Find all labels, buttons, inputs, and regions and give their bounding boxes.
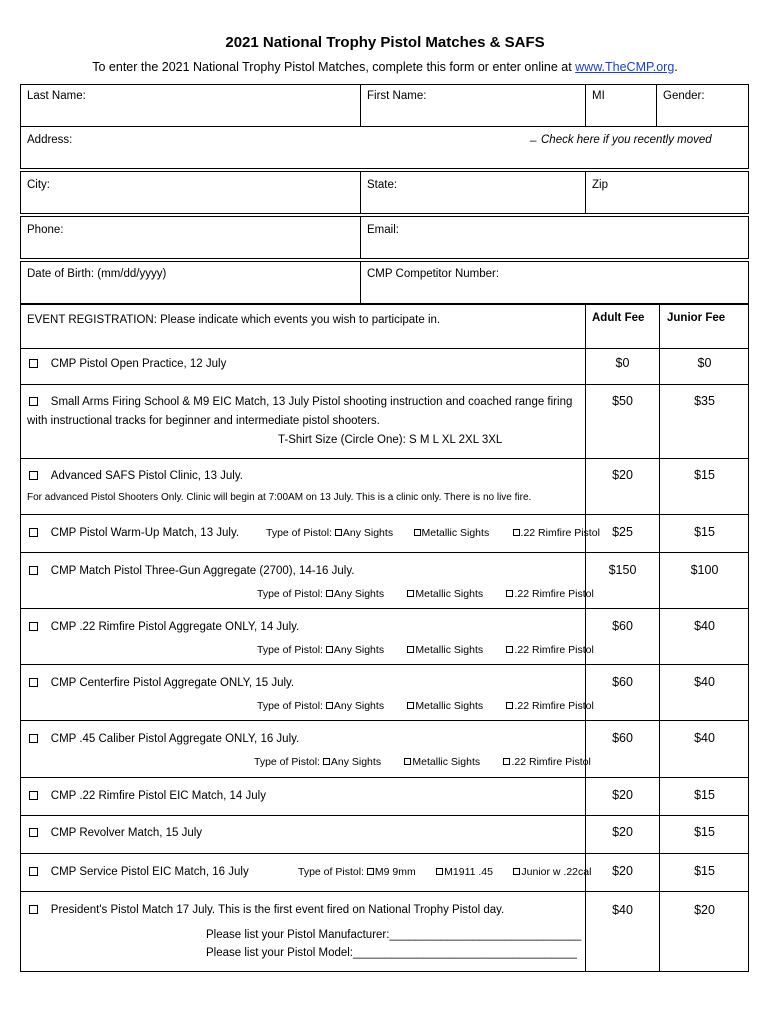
pistol-type-options (254, 756, 591, 768)
adult-fee-header: Adult Fee (592, 312, 645, 324)
adult-fee: $20 (612, 825, 633, 839)
adult-fee: $0 (615, 356, 630, 370)
metallic-sights-checkbox[interactable] (407, 590, 414, 597)
junior-fee: $15 (694, 468, 715, 482)
email-label: Email: (367, 224, 399, 236)
event-checkbox[interactable] (29, 678, 38, 687)
first-name-label: First Name: (367, 90, 427, 102)
any-sights-label: Any Sights (333, 644, 385, 656)
m9-label: M9 9mm (374, 866, 416, 878)
metallic-sights-label: Metallic Sights (412, 756, 481, 768)
service-pistol-type-options (298, 866, 591, 878)
address-field[interactable] (20, 126, 749, 169)
rimfire-checkbox[interactable] (513, 529, 520, 536)
junior-fee: $20 (694, 903, 715, 917)
phone-field[interactable] (20, 216, 361, 259)
metallic-sights-label: Metallic Sights (421, 527, 490, 539)
zip-field[interactable] (585, 171, 749, 214)
event-name: CMP Service Pistol EIC Match, 16 July (50, 866, 249, 878)
pistol-type-label: Type of Pistol: (254, 756, 320, 768)
row-divider (20, 514, 749, 515)
adult-fee: $20 (612, 864, 633, 878)
junior-22cal-checkbox[interactable] (513, 868, 520, 875)
event-name: CMP Pistol Open Practice, 12 July (50, 358, 227, 370)
event-checkbox[interactable] (29, 867, 38, 876)
event-checkbox[interactable] (29, 471, 38, 480)
address-label: Address: (27, 134, 73, 146)
pistol-type-label: Type of Pistol: (266, 527, 332, 539)
m1911-label: M1911 .45 (444, 866, 493, 878)
email-field[interactable] (360, 216, 749, 259)
row-divider (20, 552, 749, 553)
junior-fee: $15 (694, 788, 715, 802)
pistol-type-label: Type of Pistol: (257, 644, 323, 656)
zip-label: Zip (592, 179, 608, 191)
state-label: State: (367, 179, 398, 191)
adult-fee: $40 (612, 903, 633, 917)
adult-fee: $25 (612, 525, 633, 539)
last-name-label: Last Name: (27, 90, 86, 102)
registration-heading: EVENT REGISTRATION: Please indicate which events you wish to participate in. (27, 314, 441, 326)
metallic-sights-checkbox[interactable] (414, 529, 421, 536)
junior-fee: $15 (694, 525, 715, 539)
rimfire-checkbox[interactable] (506, 590, 513, 597)
event-name: CMP .22 Rimfire Pistol EIC Match, 14 July (50, 790, 266, 802)
pistol-manufacturer-field[interactable]: Please list your Pistol Manufacturer:______________________________ (206, 929, 582, 941)
event-row (29, 677, 294, 689)
junior-fee: $40 (694, 619, 715, 633)
event-name: CMP Revolver Match, 15 July (50, 827, 203, 839)
row-divider (20, 720, 749, 721)
adult-fee: $20 (612, 788, 633, 802)
rimfire-checkbox[interactable] (503, 758, 510, 765)
event-row (29, 733, 299, 745)
rimfire-checkbox[interactable] (506, 646, 513, 653)
event-description: For advanced Pistol Shooters Only. Clinic will begin at 7:00AM on 13 July. This is a clinic only. There is no live fire. (27, 492, 532, 503)
city-label: City: (27, 179, 50, 191)
state-field[interactable] (360, 171, 586, 214)
metallic-sights-checkbox[interactable] (404, 758, 411, 765)
event-checkbox[interactable] (29, 397, 38, 406)
row-divider (20, 664, 749, 665)
row-divider (20, 384, 749, 385)
event-row (29, 904, 504, 916)
metallic-sights-checkbox[interactable] (407, 702, 414, 709)
rimfire-label: .22 Rimfire Pistol (520, 527, 600, 539)
competitor-number-label: CMP Competitor Number: (367, 268, 500, 280)
any-sights-label: Any Sights (342, 527, 394, 539)
event-row (29, 827, 202, 839)
any-sights-label: Any Sights (330, 756, 382, 768)
event-name: CMP Centerfire Pistol Aggregate ONLY, 15 July. (50, 677, 295, 689)
event-checkbox[interactable] (29, 734, 38, 743)
adult-fee: $60 (612, 619, 633, 633)
rimfire-label: .22 Rimfire Pistol (511, 756, 591, 768)
event-name: Small Arms Firing School & M9 EIC Match, 13 July Pistol shooting instruction and coached range firing (50, 396, 573, 408)
event-name: President's Pistol Match 17 July. This is the first event fired on National Trophy Pistol day. (50, 904, 505, 916)
event-name: CMP Pistol Warm-Up Match, 13 July. (50, 527, 240, 539)
event-description: with instructional tracks for beginner and intermediate pistol shooters. (27, 415, 380, 427)
junior-fee: $0 (697, 356, 712, 370)
row-divider (20, 348, 749, 349)
event-checkbox[interactable] (29, 622, 38, 631)
row-divider (20, 815, 749, 816)
pistol-type-options (257, 644, 594, 656)
pistol-model-field[interactable]: Please list your Pistol Model:___________________________________ (206, 947, 577, 959)
row-divider (20, 853, 749, 854)
event-checkbox[interactable] (29, 528, 38, 537)
row-divider (20, 891, 749, 892)
pistol-type-label: Type of Pistol: (257, 700, 323, 712)
event-row (29, 621, 299, 633)
rimfire-label: .22 Rimfire Pistol (514, 644, 594, 656)
any-sights-label: Any Sights (333, 588, 385, 600)
mi-label: MI (592, 90, 605, 102)
event-row (29, 527, 239, 539)
event-checkbox[interactable] (29, 828, 38, 837)
metallic-sights-label: Metallic Sights (415, 700, 484, 712)
any-sights-label: Any Sights (333, 700, 385, 712)
form-subtitle (0, 60, 770, 74)
moved-checkbox[interactable]: _ (530, 130, 537, 142)
junior-fee: $15 (694, 864, 715, 878)
event-name: CMP .45 Caliber Pistol Aggregate ONLY, 16 July. (50, 733, 300, 745)
rimfire-label: .22 Rimfire Pistol (514, 700, 594, 712)
tshirt-size-options[interactable]: T-Shirt Size (Circle One): S M L XL 2XL 3XL (278, 434, 503, 446)
event-row (29, 565, 354, 577)
junior-fee: $35 (694, 394, 715, 408)
dob-label: Date of Birth: (mm/dd/yyyy) (27, 268, 167, 280)
gender-label: Gender: (663, 90, 705, 102)
event-name: Advanced SAFS Pistol Clinic, 13 July. (50, 470, 243, 482)
phone-label: Phone: (27, 224, 64, 236)
junior-fee: $100 (690, 563, 719, 577)
adult-fee: $50 (612, 394, 633, 408)
event-checkbox[interactable] (29, 566, 38, 575)
m1911-checkbox[interactable] (436, 868, 443, 875)
event-row (29, 470, 243, 482)
event-row (29, 790, 266, 802)
any-sights-checkbox[interactable] (326, 590, 333, 597)
pistol-type-options (266, 527, 600, 539)
row-divider (20, 608, 749, 609)
rimfire-checkbox[interactable] (506, 702, 513, 709)
adult-fee: $20 (612, 468, 633, 482)
metallic-sights-label: Metallic Sights (415, 588, 484, 600)
junior-22cal-label: Junior w .22cal (521, 866, 592, 878)
event-name: CMP Match Pistol Three-Gun Aggregate (2700), 14-16 July. (50, 565, 355, 577)
metallic-sights-label: Metallic Sights (415, 644, 484, 656)
any-sights-checkbox[interactable] (326, 702, 333, 709)
any-sights-checkbox[interactable] (323, 758, 330, 765)
event-row (29, 358, 226, 370)
cmp-website-link[interactable]: www.TheCMP.org (575, 60, 675, 74)
event-name: CMP .22 Rimfire Pistol Aggregate ONLY, 14 July. (50, 621, 300, 633)
junior-fee: $40 (694, 675, 715, 689)
adult-fee: $150 (608, 563, 637, 577)
event-checkbox[interactable] (29, 905, 38, 914)
event-row (29, 866, 249, 878)
junior-fee: $40 (694, 731, 715, 745)
any-sights-checkbox[interactable] (326, 646, 333, 653)
m9-checkbox[interactable] (367, 868, 374, 875)
event-checkbox[interactable] (29, 359, 38, 368)
subtitle-text: To enter the 2021 National Trophy Pistol Matches, complete this form or enter online at (92, 60, 576, 74)
any-sights-checkbox[interactable] (335, 529, 342, 536)
row-divider (20, 458, 749, 459)
subtitle-suffix: . (674, 60, 678, 74)
row-divider (20, 777, 749, 778)
adult-fee: $60 (612, 675, 633, 689)
rimfire-label: .22 Rimfire Pistol (514, 588, 594, 600)
city-field[interactable] (20, 171, 361, 214)
event-row (29, 396, 572, 408)
pistol-type-label: Type of Pistol: (257, 588, 323, 600)
adult-fee: $60 (612, 731, 633, 745)
pistol-type-label: Type of Pistol: (298, 866, 364, 878)
event-checkbox[interactable] (29, 791, 38, 800)
pistol-type-options (257, 588, 594, 600)
pistol-type-options (257, 700, 594, 712)
metallic-sights-checkbox[interactable] (407, 646, 414, 653)
junior-fee-header: Junior Fee (667, 312, 726, 324)
moved-label: Check here if you recently moved (541, 134, 712, 146)
junior-fee: $15 (694, 825, 715, 839)
form-title: 2021 National Trophy Pistol Matches & SAFS (225, 34, 545, 51)
